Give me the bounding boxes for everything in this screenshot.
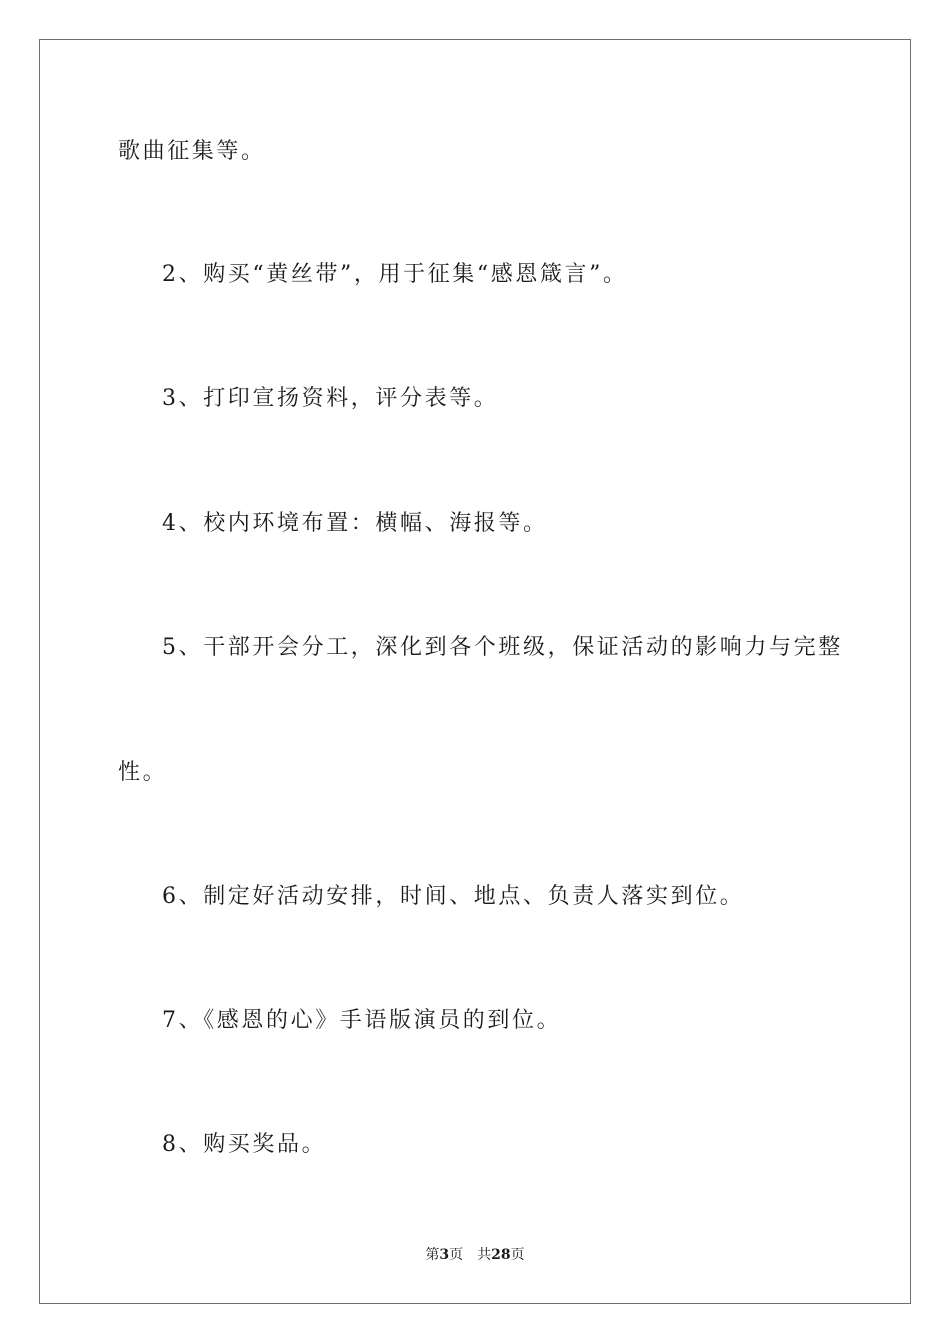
list-item-7: 7、《感恩的心》手语版演员的到位。 xyxy=(162,1008,562,1033)
total-suffix: 页 xyxy=(510,1247,525,1263)
list-item-6: 6、制定好活动安排，时间、地点、负责人落实到位。 xyxy=(162,884,745,909)
page-footer xyxy=(0,1246,950,1264)
list-item-5: 5、干部开会分工，深化到各个班级，保证活动的影响力与完整 xyxy=(162,635,843,660)
page-suffix: 页 xyxy=(449,1247,464,1263)
page-number: 3 xyxy=(439,1247,450,1263)
text-line-continuation: 歌曲征集等。 xyxy=(118,139,266,164)
total-pages: 28 xyxy=(491,1247,511,1263)
list-item-5-continuation: 性。 xyxy=(118,760,168,785)
list-item-2: 2、购买“黄丝带”，用于征集“感恩箴言”。 xyxy=(162,262,628,287)
list-item-8: 8、购买奖品。 xyxy=(162,1132,327,1157)
page-prefix: 第 xyxy=(425,1247,440,1263)
list-item-3: 3、打印宣扬资料，评分表等。 xyxy=(162,386,499,411)
page-border xyxy=(39,39,911,1304)
list-item-4: 4、校内环境布置：横幅、海报等。 xyxy=(162,511,548,536)
total-prefix: 共 xyxy=(477,1247,492,1263)
